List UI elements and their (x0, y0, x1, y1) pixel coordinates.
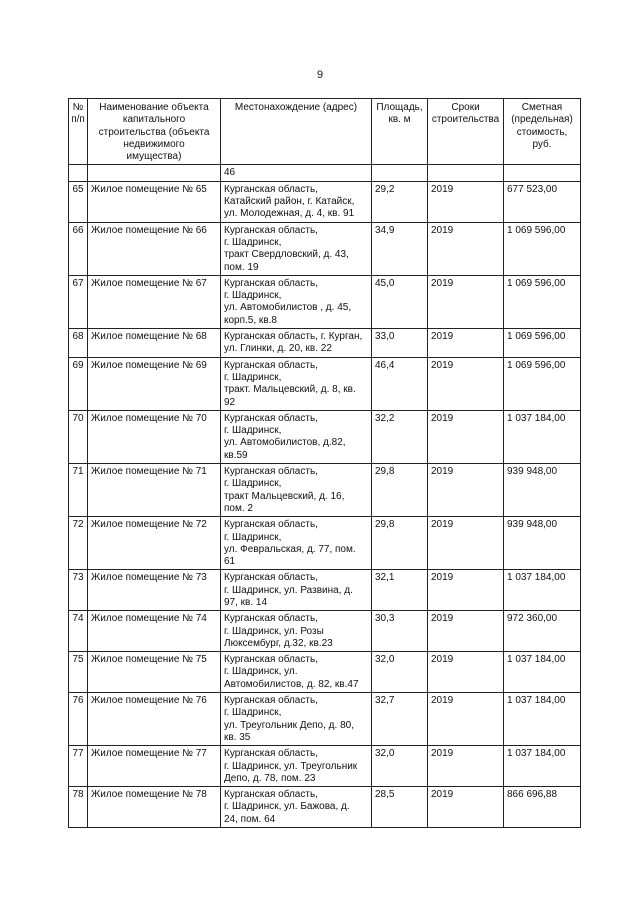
row-cost: 1 069 596,00 (504, 275, 581, 328)
row-term: 2019 (428, 693, 504, 746)
row-name: Жилое помещение № 73 (88, 570, 221, 611)
table-row (69, 275, 581, 328)
continuation-cell-address: 46 (221, 165, 372, 181)
row-num: 66 (69, 222, 88, 275)
row-name: Жилое помещение № 74 (88, 611, 221, 652)
row-cost: 939 948,00 (504, 517, 581, 570)
row-name: Жилое помещение № 77 (88, 746, 221, 787)
row-num: 73 (69, 570, 88, 611)
row-num: 78 (69, 787, 88, 828)
header-address: Местонахождение (адрес) (221, 99, 372, 165)
row-term: 2019 (428, 222, 504, 275)
row-address: Курганская область, г. Шадринск, тракт. Мальцевский, д. 8, кв. 92 (221, 357, 372, 410)
table-row (69, 652, 581, 693)
row-address: Курганская область, г. Шадринск, ул. Треугольник Депо, д. 80, кв. 35 (221, 693, 372, 746)
table-row (69, 329, 581, 358)
row-address: Курганская область, г. Шадринск, ул. Автомобилистов , д. 45, корп.5, кв.8 (221, 275, 372, 328)
header-term: Сроки строительства (428, 99, 504, 165)
row-term: 2019 (428, 787, 504, 828)
header-num: № п/п (69, 99, 88, 165)
row-area: 28,5 (372, 787, 428, 828)
row-num: 76 (69, 693, 88, 746)
row-name: Жилое помещение № 67 (88, 275, 221, 328)
header-area: Площадь, кв. м (372, 99, 428, 165)
row-area: 33,0 (372, 329, 428, 358)
row-cost: 1 037 184,00 (504, 746, 581, 787)
row-num: 67 (69, 275, 88, 328)
row-address: Курганская область, Катайский район, г. Катайск, ул. Молодежная, д. 4, кв. 91 (221, 181, 372, 222)
row-area: 29,2 (372, 181, 428, 222)
row-name: Жилое помещение № 71 (88, 464, 221, 517)
table-row (69, 787, 581, 828)
table-row (69, 410, 581, 463)
row-area: 29,8 (372, 464, 428, 517)
table-row (69, 746, 581, 787)
row-cost: 1 037 184,00 (504, 652, 581, 693)
row-area: 32,7 (372, 693, 428, 746)
continuation-cell-name (88, 165, 221, 181)
row-term: 2019 (428, 464, 504, 517)
row-address: Курганская область, г. Шадринск, ул. Автомобилистов, д. 82, кв.47 (221, 652, 372, 693)
row-cost: 677 523,00 (504, 181, 581, 222)
continuation-cell-area (372, 165, 428, 181)
row-area: 32,0 (372, 746, 428, 787)
row-num: 74 (69, 611, 88, 652)
continuation-row (69, 165, 581, 181)
row-address: Курганская область, г. Шадринск, ул. Февральская, д. 77, пом. 61 (221, 517, 372, 570)
page-number: 9 (316, 69, 324, 81)
row-num: 77 (69, 746, 88, 787)
table-row (69, 517, 581, 570)
row-name: Жилое помещение № 70 (88, 410, 221, 463)
row-address: Курганская область, г. Курган, ул. Глинки, д. 20, кв. 22 (221, 329, 372, 358)
row-num: 69 (69, 357, 88, 410)
table-row (69, 693, 581, 746)
table-row (69, 222, 581, 275)
row-area: 45,0 (372, 275, 428, 328)
row-term: 2019 (428, 357, 504, 410)
row-cost: 1 069 596,00 (504, 329, 581, 358)
row-name: Жилое помещение № 75 (88, 652, 221, 693)
row-area: 30,3 (372, 611, 428, 652)
row-address: Курганская область, г. Шадринск, ул. Автомобилистов, д.82, кв.59 (221, 410, 372, 463)
row-cost: 1 037 184,00 (504, 693, 581, 746)
row-area: 32,1 (372, 570, 428, 611)
row-address: Курганская область, г. Шадринск, тракт Мальцевский, д. 16, пом. 2 (221, 464, 372, 517)
row-address: Курганская область, г. Шадринск, тракт Свердловский, д. 43, пом. 19 (221, 222, 372, 275)
row-term: 2019 (428, 329, 504, 358)
row-area: 32,2 (372, 410, 428, 463)
row-term: 2019 (428, 181, 504, 222)
row-name: Жилое помещение № 69 (88, 357, 221, 410)
row-num: 75 (69, 652, 88, 693)
row-cost: 1 069 596,00 (504, 222, 581, 275)
header-cost: Сметная (предельная) стоимость, руб. (504, 99, 581, 165)
row-area: 32,0 (372, 652, 428, 693)
row-num: 71 (69, 464, 88, 517)
row-cost: 1 037 184,00 (504, 570, 581, 611)
row-address: Курганская область, г. Шадринск, ул. Треугольник Депо, д. 78, пом. 23 (221, 746, 372, 787)
row-num: 65 (69, 181, 88, 222)
row-area: 46,4 (372, 357, 428, 410)
row-name: Жилое помещение № 68 (88, 329, 221, 358)
row-area: 29,8 (372, 517, 428, 570)
row-name: Жилое помещение № 65 (88, 181, 221, 222)
row-cost: 972 360,00 (504, 611, 581, 652)
objects-table (68, 98, 581, 828)
row-term: 2019 (428, 746, 504, 787)
continuation-cell-num (69, 165, 88, 181)
row-term: 2019 (428, 570, 504, 611)
table-row (69, 611, 581, 652)
row-num: 72 (69, 517, 88, 570)
row-address: Курганская область, г. Шадринск, ул. Развина, д. 97, кв. 14 (221, 570, 372, 611)
continuation-cell-cost (504, 165, 581, 181)
row-area: 34,9 (372, 222, 428, 275)
row-address: Курганская область, г. Шадринск, ул. Бажова, д. 24, пом. 64 (221, 787, 372, 828)
row-cost: 866 696,88 (504, 787, 581, 828)
table-header-row (69, 99, 581, 165)
table-row (69, 357, 581, 410)
row-name: Жилое помещение № 76 (88, 693, 221, 746)
table-row (69, 570, 581, 611)
row-cost: 1 037 184,00 (504, 410, 581, 463)
row-term: 2019 (428, 517, 504, 570)
row-cost: 939 948,00 (504, 464, 581, 517)
row-num: 68 (69, 329, 88, 358)
row-term: 2019 (428, 611, 504, 652)
row-address: Курганская область, г. Шадринск, ул. Розы Люксембург, д.32, кв.23 (221, 611, 372, 652)
header-name: Наименование объекта капитального строительства (объекта недвижимого имущества) (88, 99, 221, 165)
row-name: Жилое помещение № 78 (88, 787, 221, 828)
continuation-cell-term (428, 165, 504, 181)
row-term: 2019 (428, 652, 504, 693)
row-term: 2019 (428, 275, 504, 328)
row-name: Жилое помещение № 72 (88, 517, 221, 570)
row-num: 70 (69, 410, 88, 463)
row-cost: 1 069 596,00 (504, 357, 581, 410)
row-term: 2019 (428, 410, 504, 463)
table-row (69, 181, 581, 222)
row-name: Жилое помещение № 66 (88, 222, 221, 275)
table-row (69, 464, 581, 517)
